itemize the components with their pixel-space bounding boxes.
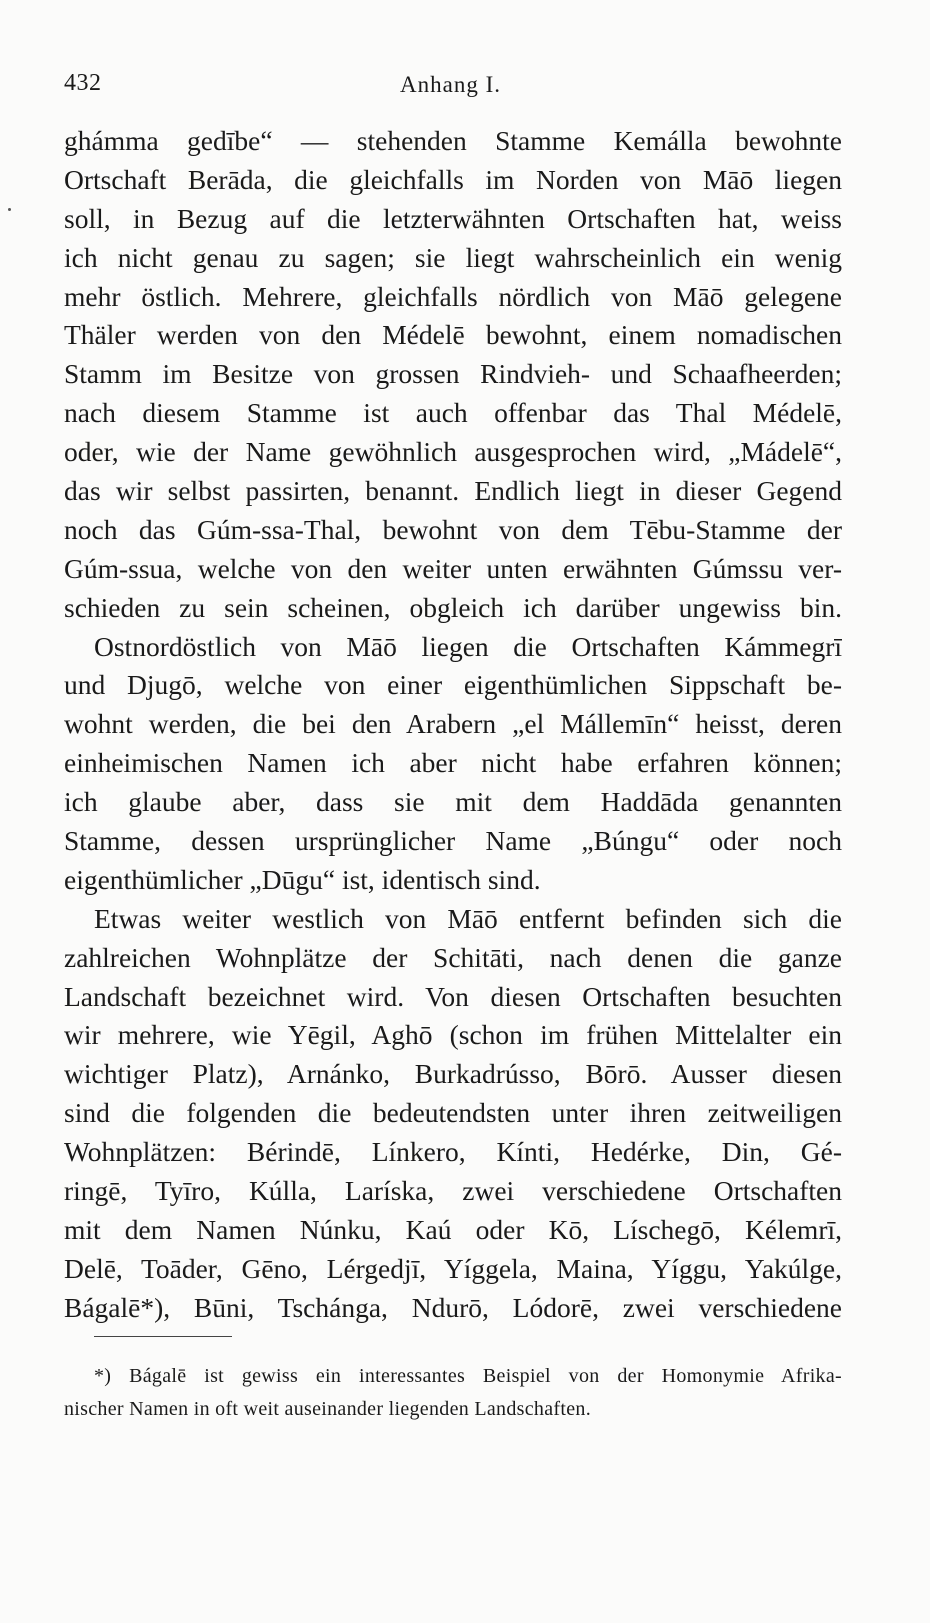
text-line: zahlreichen Wohnplätze der Schitāti, nach denen die ganze [64,941,842,973]
text-line: ich glaube aber, dass sie mit dem Haddāda genannten [64,786,842,818]
body-text [64,122,842,1328]
text-line: ringē, Tyīro, Kúlla, Laríska, zwei verschiedene Ortschaften [64,1175,842,1207]
text-line: Landschaft bezeichnet wird. Von diesen Ortschaften besuchten [64,980,842,1012]
text-line: mit dem Namen Núnku, Kaú oder Kō, Líschegō, Kélemrī, [64,1213,842,1245]
paragraph [64,628,842,900]
text-line: wohnt werden, die bei den Arabern „el Mállemīn“ heisst, deren [64,708,842,740]
text-line: Delē, Toāder, Gēno, Lérgedjī, Yíggela, Maina, Yíggu, Yakúlge, [64,1252,842,1284]
text-line: soll, in Bezug auf die letzterwähnten Ortschaften hat, weiss [64,202,842,234]
text-line: ghámma gedībe“ — stehenden Stamme Kemálla bewohnte [64,125,842,156]
footnote [64,1360,842,1426]
text-line: einheimischen Namen ich aber nicht habe erfahren können; [64,747,842,779]
footnote-divider [94,1336,232,1337]
text-line: Gúm-ssua, welche von den weiter unten erwähnten Gúmssu ver- [64,552,842,584]
text-line: Stamm im Besitze von grossen Rindvieh- und Schaafheerden; [64,358,842,390]
text-line: Bágalē*), Būni, Tschánga, Ndurō, Lódorē, zwei verschiedene [64,1291,842,1323]
footnote-line: *) Bágalē ist gewiss ein interessantes Beispiel von der Homonymie Afrika- [94,1365,842,1387]
text-line: wir mehrere, wie Yēgil, Aghō (schon im frühen Mittelalter ein [64,1019,842,1051]
text-line: Thäler werden von den Médelē bewohnt, einem nomadischen [64,319,842,351]
text-line: schieden zu sein scheinen, obgleich ich darüber ungewiss bin. [64,591,842,623]
footnote-line: nischer Namen in oft weit auseinander liegenden Landschaften. [64,1398,591,1420]
text-line: das wir selbst passirten, benannt. Endlich liegt in dieser Gegend [64,475,842,507]
text-line: Stamme, dessen ursprünglicher Name „Búngu“ oder noch [64,825,842,857]
text-line: noch das Gúm-ssa-Thal, bewohnt von dem Tēbu-Stamme der [64,513,842,545]
text-line: Etwas weiter westlich von Māō entfernt befinden sich die [94,902,842,934]
text-line: Ortschaft Berāda, die gleichfalls im Norden von Māō liegen [64,163,842,195]
running-head: Anhang I. [400,72,501,97]
text-line: oder, wie der Name gewöhnlich ausgesprochen wird, „Mádelē“, [64,436,842,468]
paper-speck [8,208,11,211]
text-line: mehr östlich. Mehrere, gleichfalls nördlich von Māō gelegene [64,280,842,312]
page-header [64,70,864,104]
text-line: Ostnordöstlich von Māō liegen die Ortschaften Kámmegrī [94,630,842,662]
page-number: 432 [64,70,102,96]
text-line: wichtiger Platz), Arnánko, Burkadrússo, Bōrō. Ausser diesen [64,1058,842,1090]
paragraph [64,122,842,628]
text-line: sind die folgenden die bedeutendsten unter ihren zeitweiligen [64,1097,842,1129]
text-line: ich nicht genau zu sagen; sie liegt wahrscheinlich ein wenig [64,241,842,273]
paragraph [64,900,842,1328]
text-line: und Djugō, welche von einer eigenthümlichen Sippschaft be- [64,669,842,701]
text-line: nach diesem Stamme ist auch offenbar das Thal Médelē, [64,397,842,429]
text-line: Wohnplätzen: Bérindē, Línkero, Kínti, Hedérke, Din, Gé- [64,1136,842,1168]
text-line: eigenthümlicher „Dūgu“ ist, identisch sind. [64,863,541,895]
